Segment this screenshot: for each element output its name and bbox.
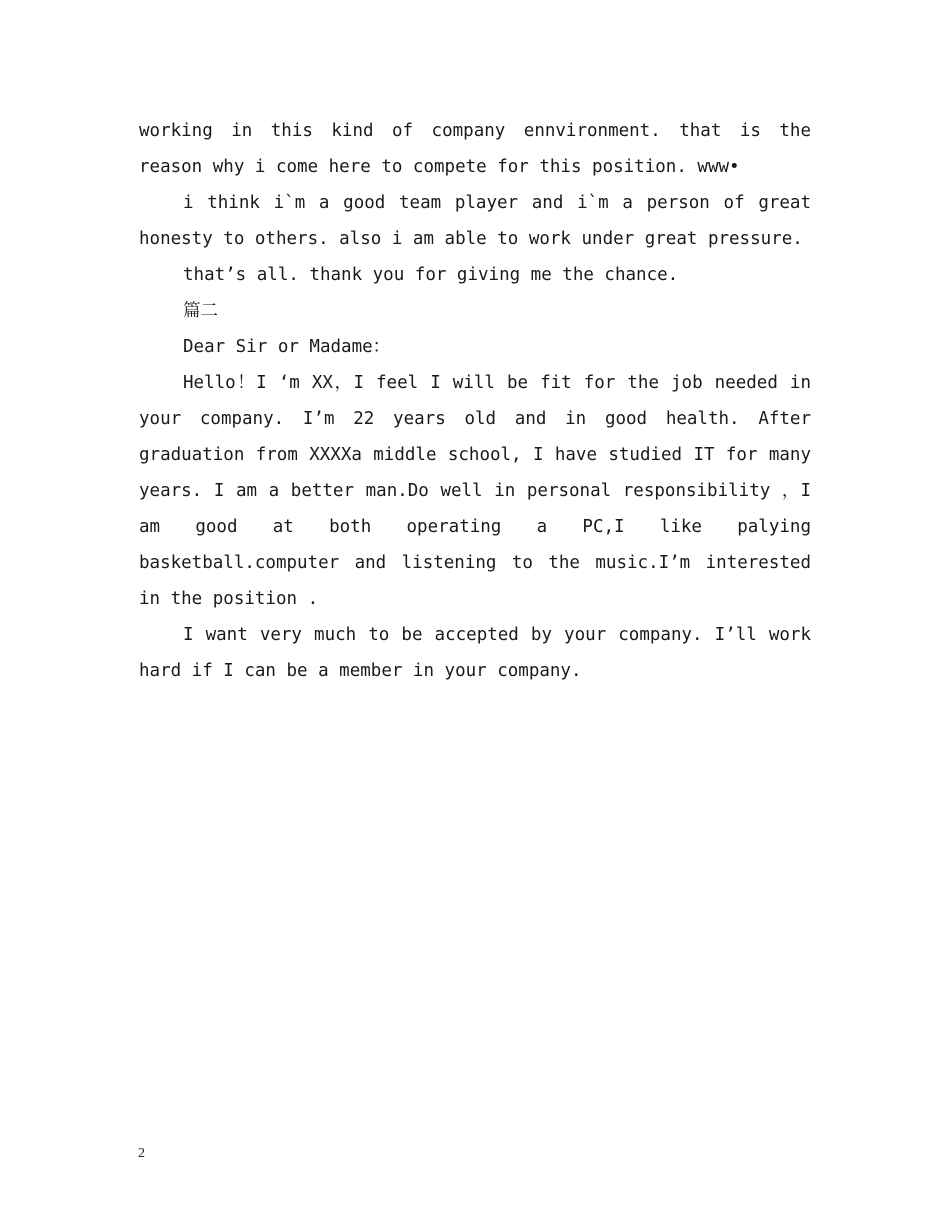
paragraph-closing: I want very much to be accepted by your company. I’ll work hard if I can be a member in your company.: [139, 625, 811, 681]
document-body: [139, 113, 811, 689]
paragraph-thanks: that’s all. thank you for giving me the chance.: [183, 265, 679, 285]
paragraph-introduction: Hello！I ‘m XX，I feel I will be fit for the job needed in your company. I’m 22 years old and in good health. After graduation from XXXXa middle school, I have studied IT for many years. I am a better man.Do well in personal responsibility ，I am good at both operating a PC,I like palying basketball.computer and listening to the music.I’m interested in the position .: [139, 373, 811, 609]
paragraph-team-player: i think i`m a good team player and i`m a person of great honesty to others. also i am able to work under great pressure.: [139, 193, 811, 249]
page-number: 2: [138, 1146, 145, 1161]
letter-salutation: Dear Sir or Madame：: [183, 337, 391, 357]
section-heading: 篇二: [183, 301, 218, 321]
paragraph-continued-environment: working in this kind of company ennvironment. that is the reason why i come here to compete for this position. www•: [139, 121, 811, 177]
